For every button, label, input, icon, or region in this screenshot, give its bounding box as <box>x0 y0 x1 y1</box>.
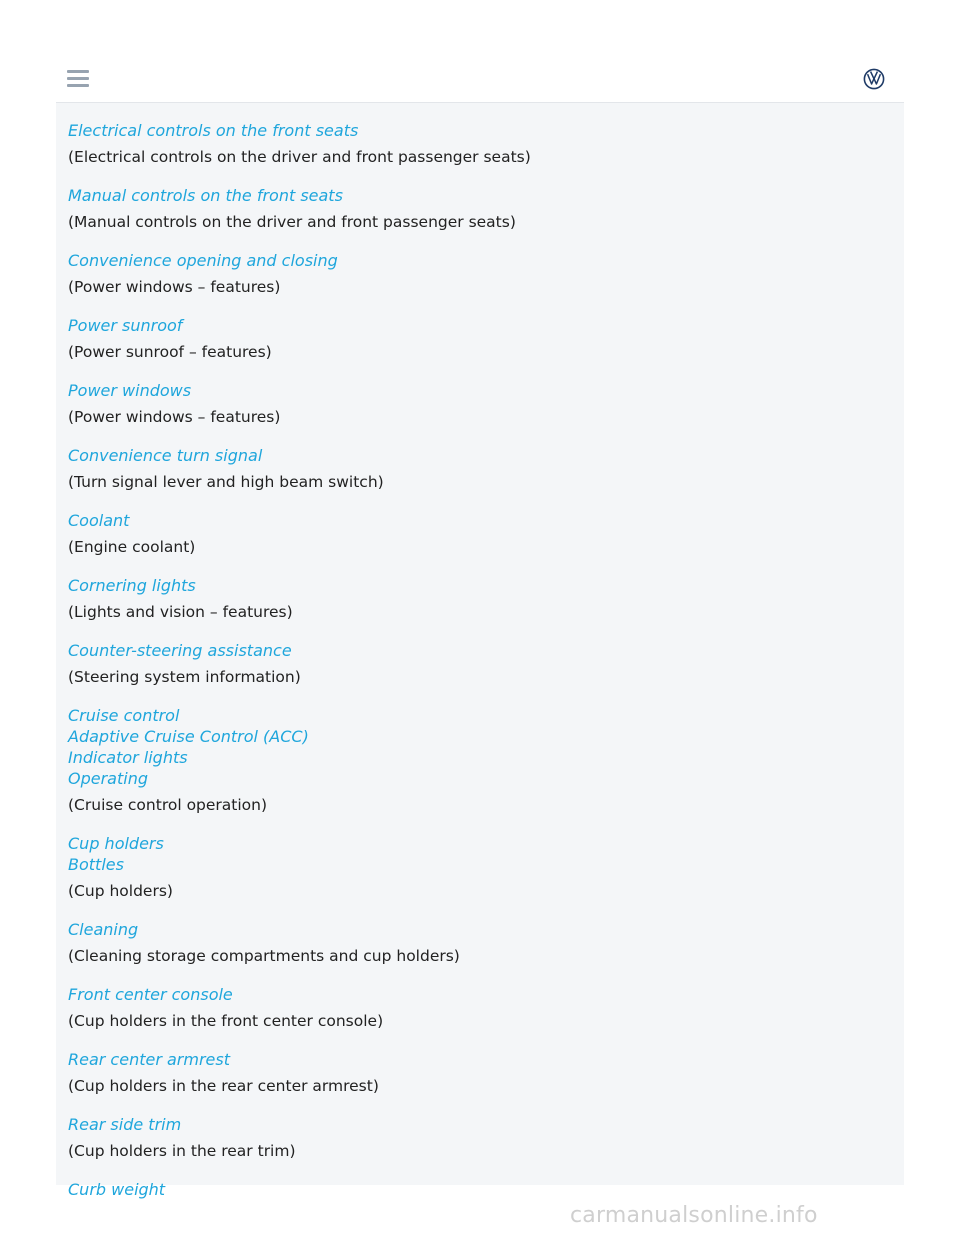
index-entry <box>68 575 868 622</box>
watermark: carmanualsonline.info <box>570 1203 818 1228</box>
index-description: (Power windows – features) <box>68 278 281 296</box>
index-entry <box>68 833 868 901</box>
index-link[interactable]: Cornering lights <box>68 576 196 595</box>
index-description: (Cup holders in the front center console) <box>68 1012 384 1030</box>
index-link[interactable]: Operating <box>68 769 148 788</box>
index-link[interactable]: Convenience opening and closing <box>68 251 338 270</box>
index-link[interactable]: Bottles <box>68 855 124 874</box>
index-link[interactable]: Adaptive Cruise Control (ACC) <box>68 727 309 746</box>
index-entry <box>68 510 868 557</box>
index-link[interactable]: Power sunroof <box>68 316 183 335</box>
index-link[interactable]: Indicator lights <box>68 748 188 767</box>
index-entry <box>68 640 868 687</box>
index-description: (Lights and vision – features) <box>68 603 293 621</box>
index-description: (Power sunroof – features) <box>68 343 272 361</box>
index-entry <box>68 315 868 362</box>
index-link[interactable]: Curb weight <box>68 1180 166 1199</box>
index-link[interactable]: Front center console <box>68 985 233 1004</box>
index-description: (Turn signal lever and high beam switch) <box>68 473 384 491</box>
index-entry <box>68 984 868 1031</box>
index-entry <box>68 705 868 815</box>
index-description: (Steering system information) <box>68 668 301 686</box>
index-link[interactable]: Rear side trim <box>68 1115 182 1134</box>
index-list <box>68 120 868 1218</box>
index-description: (Engine coolant) <box>68 538 196 556</box>
index-link[interactable]: Convenience turn signal <box>68 446 263 465</box>
index-entry <box>68 445 868 492</box>
index-link[interactable]: Power windows <box>68 381 192 400</box>
index-entry <box>68 919 868 966</box>
index-entry <box>68 1114 868 1161</box>
index-entry <box>68 120 868 167</box>
index-description: (Cup holders in the rear center armrest) <box>68 1077 379 1095</box>
index-link[interactable]: Rear center armrest <box>68 1050 230 1069</box>
menu-icon[interactable] <box>67 70 89 88</box>
index-content <box>56 103 904 1199</box>
index-link[interactable]: Coolant <box>68 511 130 530</box>
index-link[interactable]: Electrical controls on the front seats <box>68 121 359 140</box>
index-description: (Cleaning storage compartments and cup holders) <box>68 947 460 965</box>
index-entry <box>68 250 868 297</box>
index-description: (Electrical controls on the driver and front passenger seats) <box>68 148 531 166</box>
index-link[interactable]: Cup holders <box>68 834 164 853</box>
index-link[interactable]: Counter-steering assistance <box>68 641 292 660</box>
index-entry <box>68 380 868 427</box>
index-entry <box>68 1179 868 1200</box>
vw-logo-icon[interactable] <box>863 68 885 90</box>
index-entry <box>68 185 868 232</box>
index-link[interactable]: Manual controls on the front seats <box>68 186 343 205</box>
index-description: (Power windows – features) <box>68 408 281 426</box>
index-link[interactable]: Cruise control <box>68 706 180 725</box>
index-description: (Cup holders in the rear trim) <box>68 1142 296 1160</box>
top-bar <box>56 56 904 103</box>
index-link[interactable]: Cleaning <box>68 920 139 939</box>
index-description: (Manual controls on the driver and front passenger seats) <box>68 213 516 231</box>
index-description: (Cruise control operation) <box>68 796 268 814</box>
index-entry <box>68 1049 868 1096</box>
index-description: (Cup holders) <box>68 882 173 900</box>
